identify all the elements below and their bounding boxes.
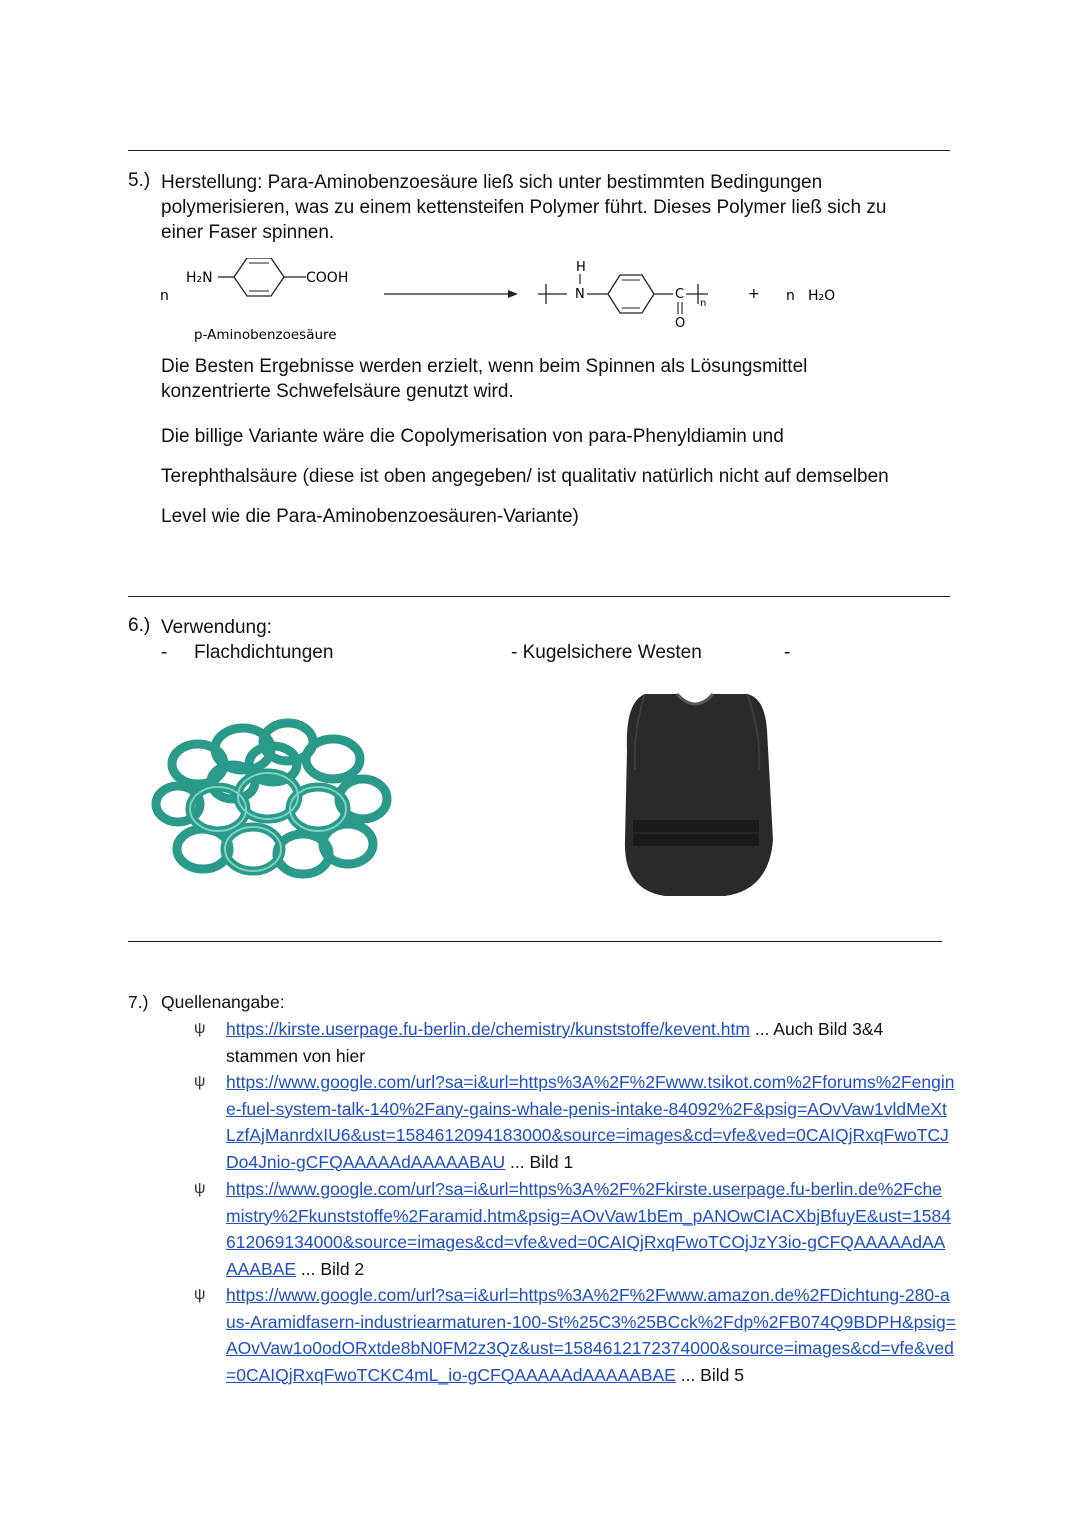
psi-bullet-icon: ψ <box>194 1286 206 1303</box>
water-coefficient: n <box>786 288 795 304</box>
source-link-4[interactable]: https://www.google.com/url?sa=i&url=https%3A%2F%2Fwww.amazon.de%2FDichtung-280-aus-Aramidfasern-industriearmaturen-100-St%25C3%25BCck%2Fdp%2FB074Q9BDPH&psig=AOvVaw1o0odORxtde8bN0FM2z3Qz&ust=1584612172374000&source=images&cd=vfe&ved=0CAIQjRxqFwoTCKC4mL_io-gCFQAAAAAdAAAAABAE <box>226 1285 956 1385</box>
section5-paragraph-3 <box>161 417 961 537</box>
source-note-3: ... Bild 2 <box>300 1258 365 1279</box>
amide-nitrogen: N <box>575 287 585 302</box>
psi-bullet-icon: ψ <box>194 1073 206 1090</box>
section6-number: 6.) <box>128 615 151 636</box>
plus-sign: + <box>748 286 760 302</box>
paragraph-3-line-2: Terephthalsäure (diese ist oben angegeben/ ist qualitativ natürlich nicht auf demselben <box>161 466 889 487</box>
section5-line-1: Herstellung: Para-Aminobenzoesäure ließ sich unter bestimmten Bedingungen <box>161 172 823 193</box>
section5-line-2: polymerisieren, was zu einem kettensteifen Polymer führt. Dieses Polymer ließ sich zu <box>161 197 887 218</box>
paragraph-2-line-2: konzentrierte Schwefelsäure genutzt wird. <box>161 381 514 402</box>
section7-title: Quellenangabe: <box>161 992 285 1012</box>
divider-section7 <box>128 941 942 942</box>
section5-paragraph-2 <box>161 354 961 404</box>
benzene-ring-polymer <box>608 275 654 313</box>
section6-title: Verwendung: <box>161 617 272 638</box>
source-note-4: ... Bild 5 <box>680 1364 744 1385</box>
usage-bulletproof-vests: - Kugelsichere Westen <box>511 642 702 663</box>
psi-bullet-icon: ψ <box>194 1180 206 1197</box>
water-formula: H₂O <box>808 288 836 304</box>
carbonyl-carbon: C <box>675 287 685 302</box>
section5-line-3: einer Faser spinnen. <box>161 222 335 243</box>
usage-empty-item: - <box>784 642 791 663</box>
source-item-1 <box>226 1016 956 1069</box>
coefficient-n: n <box>160 288 169 304</box>
source-link-3[interactable]: https://www.google.com/url?sa=i&url=https%3A%2F%2Fkirste.userpage.fu-berlin.de%2Fchemistry%2Fkunststoffe%2Faramid.htm&psig=AOvVaw1bEm_pANOwCIACXbjBfuyE&ust=1584612069134000&source=images&cd=vfe&ved=0CAIQjRxqFwoTCOjJzY3io-gCFQAAAAAdAAAAABAE <box>226 1179 951 1279</box>
amino-group: H₂N <box>186 270 213 286</box>
source-link-1[interactable]: https://kirste.userpage.fu-berlin.de/chemistry/kunststoffe/kevent.htm <box>226 1019 750 1039</box>
monomer-label: p-Aminobenzoesäure <box>194 327 337 343</box>
paragraph-3-line-3: Level wie die Para-Aminobenzoesäuren-Variante) <box>161 506 579 527</box>
carboxyl-group: COOH <box>306 270 349 286</box>
list-dash: - <box>161 642 168 663</box>
usage-flat-gaskets: Flachdichtungen <box>194 642 334 663</box>
repeat-unit-subscript: n <box>700 298 707 309</box>
psi-bullet-icon: ψ <box>194 1020 206 1037</box>
gasket-rings-image <box>148 704 398 894</box>
divider-top <box>128 150 950 151</box>
carbonyl-oxygen: O <box>675 316 686 331</box>
source-link-2[interactable]: https://www.google.com/url?sa=i&url=https%3A%2F%2Fwww.tsikot.com%2Fforums%2Fengine-fuel-system-talk-140%2Fany-gains-whale-penis-intake-84092%2F&psig=AOvVaw1vldMeXtLzfAjManrdxIU6&ust=1584612094183000&source=images&cd=vfe&ved=0CAIQjRxqFwoTCJDo4Jnio-gCFQAAAAAdAAAAABAU <box>226 1072 955 1172</box>
divider-section6 <box>128 596 950 597</box>
bulletproof-vest-image <box>615 690 775 902</box>
section5-number: 5.) <box>128 170 151 191</box>
section7-number: 7.) <box>128 992 149 1012</box>
source-item-3 <box>226 1176 956 1282</box>
source-item-2 <box>226 1069 956 1175</box>
section5-heading <box>161 170 961 245</box>
source-note-2: ... Bild 1 <box>510 1151 574 1172</box>
paragraph-3-line-1: Die billige Variante wäre die Copolymerisation von para-Phenyldiamin und <box>161 426 784 447</box>
amide-hydrogen: H <box>576 260 586 275</box>
source-item-4 <box>226 1282 956 1388</box>
source-note-1: ... Auch Bild 3&4 stammen von hier <box>226 1019 884 1066</box>
paragraph-2-line-1: Die Besten Ergebnisse werden erzielt, wenn beim Spinnen als Lösungsmittel <box>161 356 808 377</box>
polymerization-reaction-scheme <box>150 258 870 348</box>
benzene-ring-monomer <box>234 258 284 296</box>
